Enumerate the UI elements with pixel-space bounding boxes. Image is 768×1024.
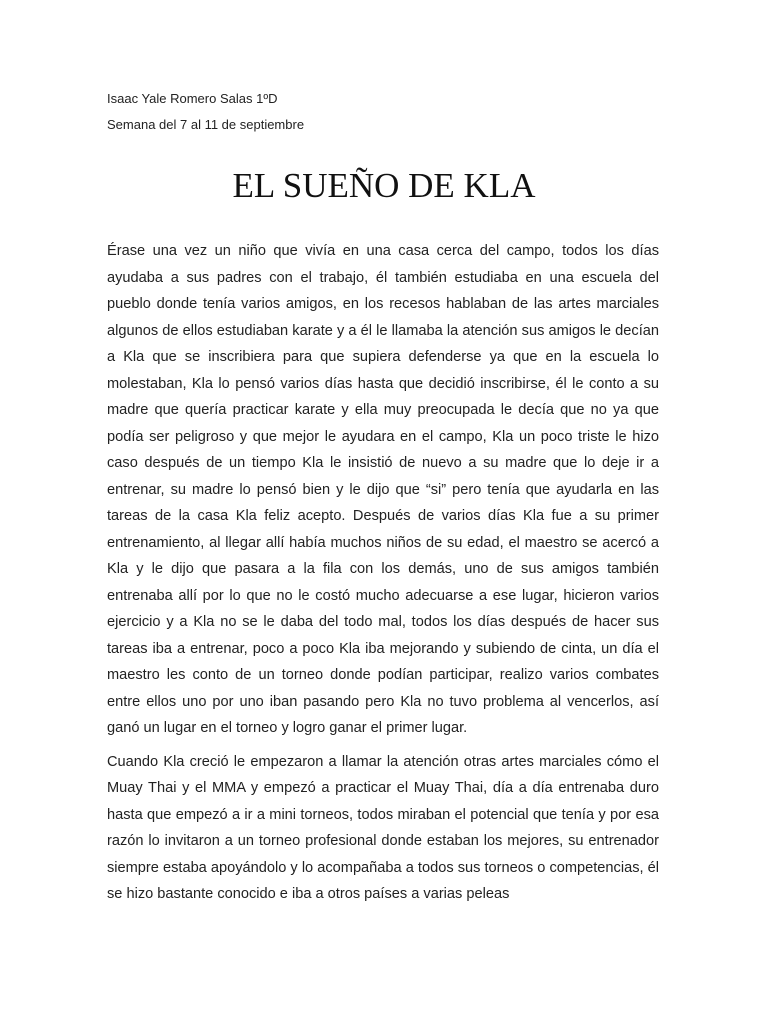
document-body	[107, 238, 659, 915]
week-line: Semana del 7 al 11 de septiembre	[107, 117, 305, 132]
paragraph: Cuando Kla creció le empezaron a llamar la atención otras artes marciales cómo el Muay Thai y el MMA y empezó a practicar el Muay Thai, día a día entrenaba duro hasta que empezó a ir a mini torneos, todos miraban el potencial que tenía y por esa razón lo invitaron a un torneo profesional donde estaban los mejores, su entrenador siempre estaba apoyándolo y lo acompañaba a todos sus torneos o competencias, él se hizo bastante conocido e iba a otros países a varias peleas	[107, 753, 659, 902]
paragraph: Érase una vez un niño que vivía en una casa cerca del campo, todos los días ayudaba a sus padres con el trabajo, él también estudiaba en una escuela del pueblo donde tenía varios amigos, en los recesos hablaban de las artes marciales algunos de ellos estudiaban karate y a él le llamaba la atención sus amigos le decían a Kla que se inscribiera para que supiera defenderse ya que en la escuela lo molestaban, Kla lo pensó varios días hasta que decidió inscribirse, él le conto a su madre que quería practicar karate y ella muy preocupada le decía que no ya que podía ser peligroso y que mejor le ayudara en el campo, Kla un poco triste le hizo caso después de un tiempo Kla le insistió de nuevo a su madre que lo deje ir a entrenar, su madre lo pensó bien y le dijo que “si” pero tenía que ayudarla en las tareas de la casa Kla feliz acepto. Después de varios días Kla fue a su primer entrenamiento, al llegar allí había muchos niños de su edad, el maestro se acercó a Kla y le dijo que pasara a la fila con los demás, uno de sus amigos también entrenaba allí por lo que no le costó mucho adecuarse a ese lugar, hicieron varios ejercicio y a Kla no se le daba del todo mal, todos los días después de hacer sus tareas iba a entrenar, poco a poco Kla iba mejorando y subiendo de cinta, un día el maestro les conto de un torneo donde podían participar, realizo varios combates entre ellos uno por uno iban pasando pero Kla no tuvo problema al vencerlos, así ganó un lugar en el torneo y logro ganar el primer lugar.	[107, 243, 659, 736]
author-line: Isaac Yale Romero Salas 1ºD	[107, 91, 278, 106]
document-title: EL SUEÑO DE KLA	[232, 166, 536, 205]
